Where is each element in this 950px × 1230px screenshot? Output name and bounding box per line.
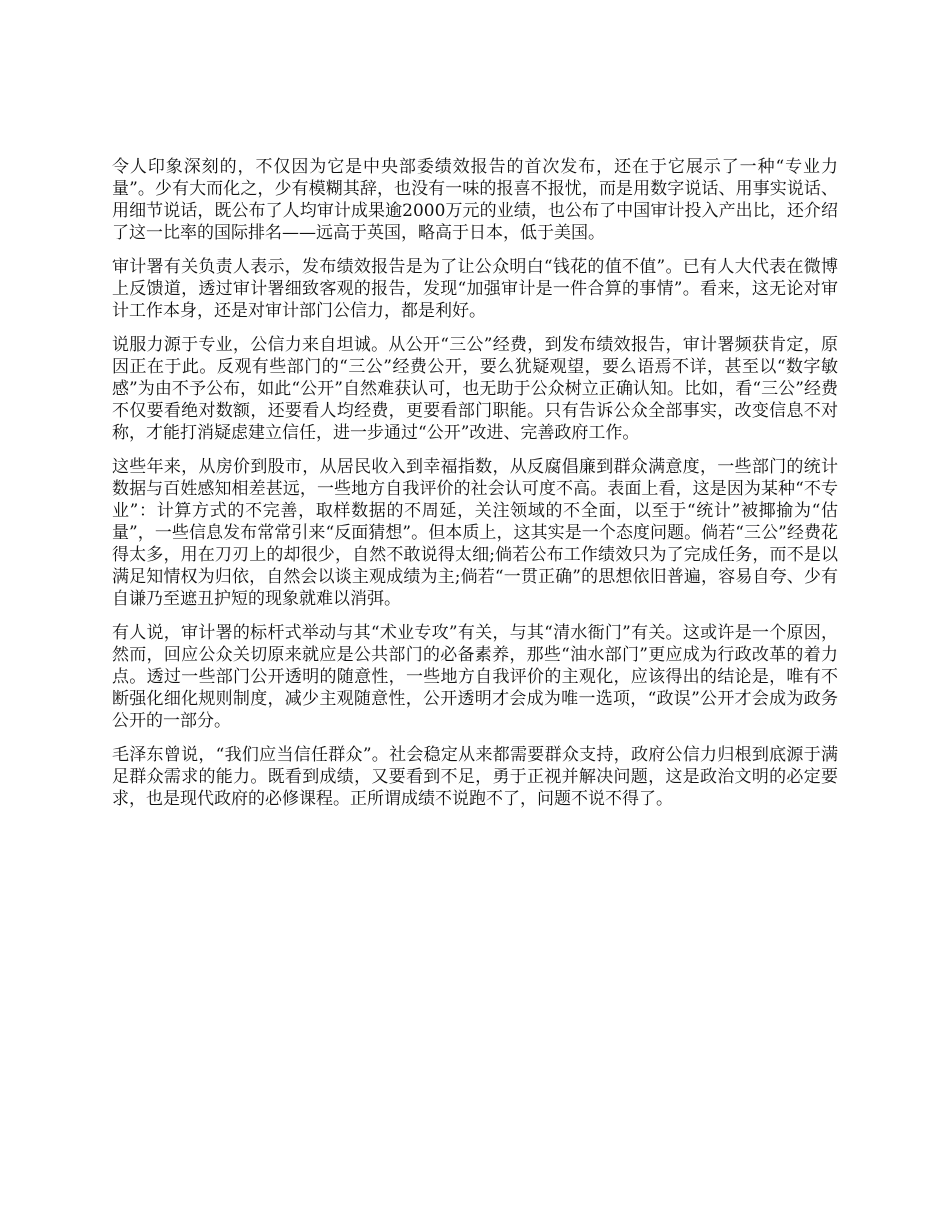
- paragraph-5: 有人说，审计署的标杆式举动与其“术业专攻”有关，与其“清水衙门”有关。这或许是一个原因，然而，回应公众关切原来就应是公共部门的必备素养，那些“油水部门”更应成为行政改革的着力点。透过一些部门公开透明的随意性，一些地方自我评价的主观化，应该得出的结论是，唯有不断强化细化规则制度，减少主观随意性，公开透明才会成为唯一选项，“政误”公开才会成为政务公开的一部分。: [112, 623, 838, 731]
- paragraph-1: 令人印象深刻的，不仅因为它是中央部委绩效报告的首次发布，还在于它展示了一种“专业力量”。少有大而化之，少有模糊其辞，也没有一味的报喜不报忧，而是用数字说话、用事实说话、用细节说话，既公布了人均审计成果逾2000万元的业绩，也公布了中国审计投入产出比，还介绍了这一比率的国际排名——远高于英国，略高于日本，低于美国。: [112, 157, 838, 243]
- paragraph-4: 这些年来，从房价到股市，从居民收入到幸福指数，从反腐倡廉到群众满意度，一些部门的统计数据与百姓感知相差甚远，一些地方自我评价的社会认可度不高。表面上看，这是因为某种“不专业”：计算方式的不完善，取样数据的不周延，关注领域的不全面，以至于“统计”被揶揄为“估量”，一些信息发布常常引来“反面猜想”。但本质上，这其实是一个态度问题。倘若“三公”经费花得太多，用在刀刃上的却很少，自然不敢说得太细;倘若公布工作绩效只为了完成任务，而不是以满足知情权为归依，自然会以谈主观成绩为主;倘若“一贯正确”的思想依旧普遍，容易自夸、少有自谦乃至遮丑护短的现象就难以消弭。: [112, 457, 838, 609]
- paragraph-6: 毛泽东曾说，“我们应当信任群众”。社会稳定从来都需要群众支持，政府公信力归根到底源于满足群众需求的能力。既看到成绩，又要看到不足，勇于正视并解决问题，这是政治文明的必定要求，也是现代政府的必修课程。正所谓成绩不说跑不了，问题不说不得了。: [112, 745, 838, 809]
- paragraph-2: 审计署有关负责人表示，发布绩效报告是为了让公众明白“钱花的值不值”。已有人大代表在微博上反馈道，透过审计署细致客观的报告，发现“加强审计是一件合算的事情”。看来，这无论对审计工作本身，还是对审计部门公信力，都是利好。: [112, 257, 838, 321]
- paragraph-3: 说服力源于专业，公信力来自坦诚。从公开“三公”经费，到发布绩效报告，审计署频获肯定，原因正在于此。反观有些部门的“三公”经费公开，要么犹疑观望，要么语焉不详，甚至以“数字敏感”为由不予公布，如此“公开”自然难获认可，也无助于公众树立正确认知。比如，看“三公”经费不仅要看绝对数额，还要看人均经费，更要看部门职能。只有告诉公众全部事实，改变信息不对称，才能打消疑虑建立信任，进一步通过“公开”改进、完善政府工作。: [112, 335, 838, 443]
- article-body: [112, 156, 838, 822]
